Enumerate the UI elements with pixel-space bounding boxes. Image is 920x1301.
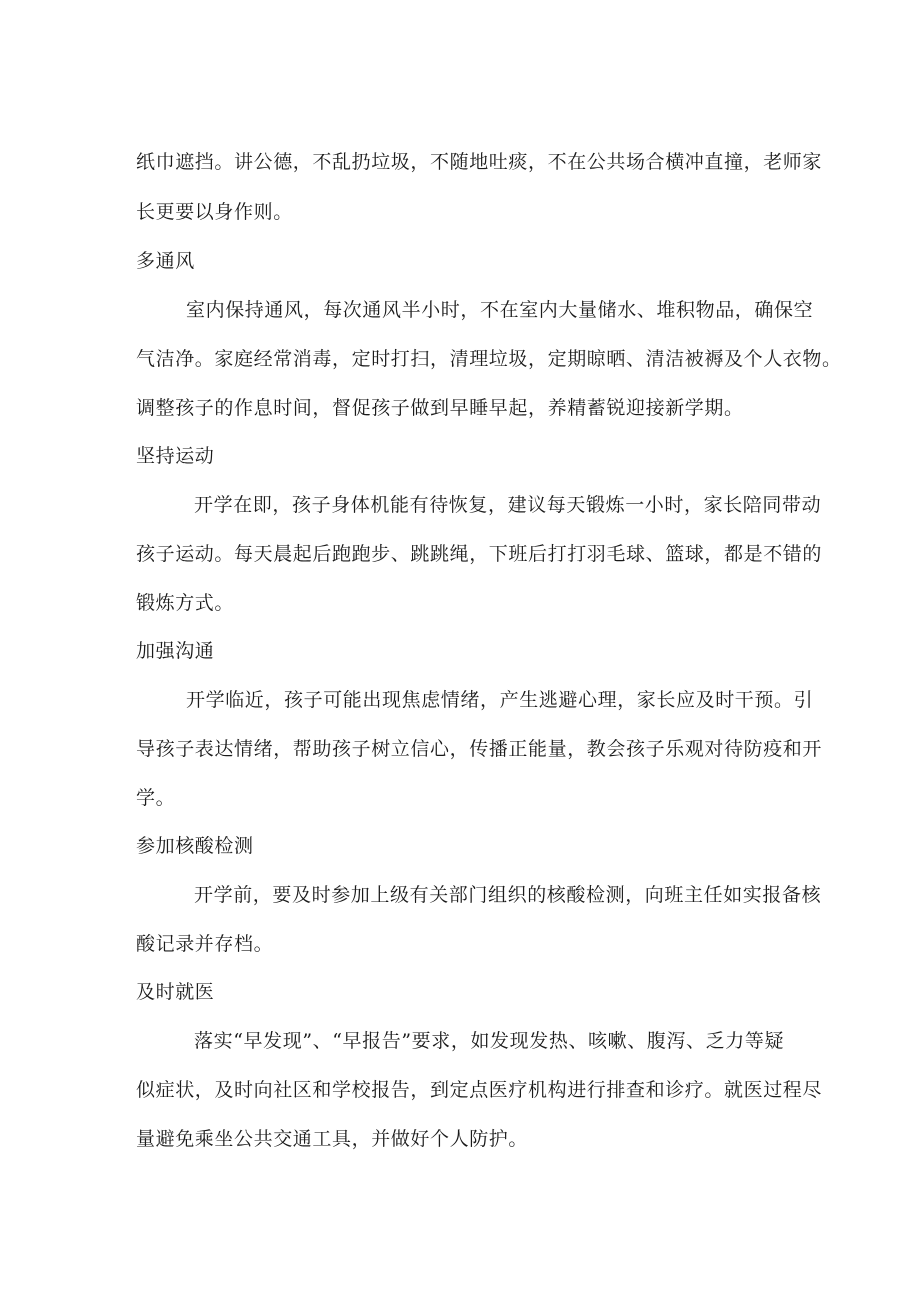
paragraph-line: 开学前，要及时参加上级有关部门组织的核酸检测，向班主任如实报备核 [194, 884, 822, 906]
paragraph-line: 长更要以身作则。 [136, 201, 293, 223]
paragraph-line: 开学临近，孩子可能出现焦虑情绪，产生逃避心理，家长应及时干预。引 [186, 689, 814, 711]
section-heading-communication: 加强沟通 [136, 640, 215, 662]
section-heading-nucleic-test: 参加核酸检测 [136, 835, 254, 857]
paragraph-line: 学。 [136, 787, 176, 809]
paragraph-line: 调整孩子的作息时间，督促孩子做到早睡早起，养精蓄锐迎接新学期。 [136, 397, 744, 419]
section-heading-exercise: 坚持运动 [136, 445, 215, 467]
section-heading-ventilation: 多通风 [136, 250, 195, 272]
paragraph-line: 锻炼方式。 [136, 592, 235, 614]
paragraph-line: 似症状，及时向社区和学校报告，到定点医疗机构进行排查和诊疗。就医过程尽 [136, 1079, 823, 1101]
paragraph-line: 气洁净。家庭经常消毒，定时打扫，清理垃圾，定期晾晒、清洁被褥及个人衣物。 [136, 348, 842, 370]
paragraph-line: 纸巾遮挡。讲公德，不乱扔垃圾，不随地吐痰，不在公共场合横冲直撞，老师家 [136, 151, 823, 173]
section-heading-medical: 及时就医 [136, 981, 215, 1003]
paragraph-line: 室内保持通风，每次通风半小时，不在室内大量储水、堆积物品，确保空 [186, 299, 814, 321]
paragraph-line: 开学在即，孩子身体机能有待恢复，建议每天锻炼一小时，家长陪同带动 [194, 494, 822, 516]
paragraph-line: 酸记录并存档。 [136, 933, 274, 955]
paragraph-line: 导孩子表达情绪，帮助孩子树立信心，传播正能量，教会孩子乐观对待防疫和开 [136, 738, 823, 760]
paragraph-line: 落实“早发现”、“早报告”要求，如发现发热、咳嗽、腹泻、乏力等疑 [194, 1030, 785, 1052]
paragraph-line: 孩子运动。每天晨起后跑跑步、跳跳绳，下班后打打羽毛球、篮球，都是不错的 [136, 543, 823, 565]
paragraph-line: 量避免乘坐公共交通工具，并做好个人防护。 [136, 1128, 529, 1150]
